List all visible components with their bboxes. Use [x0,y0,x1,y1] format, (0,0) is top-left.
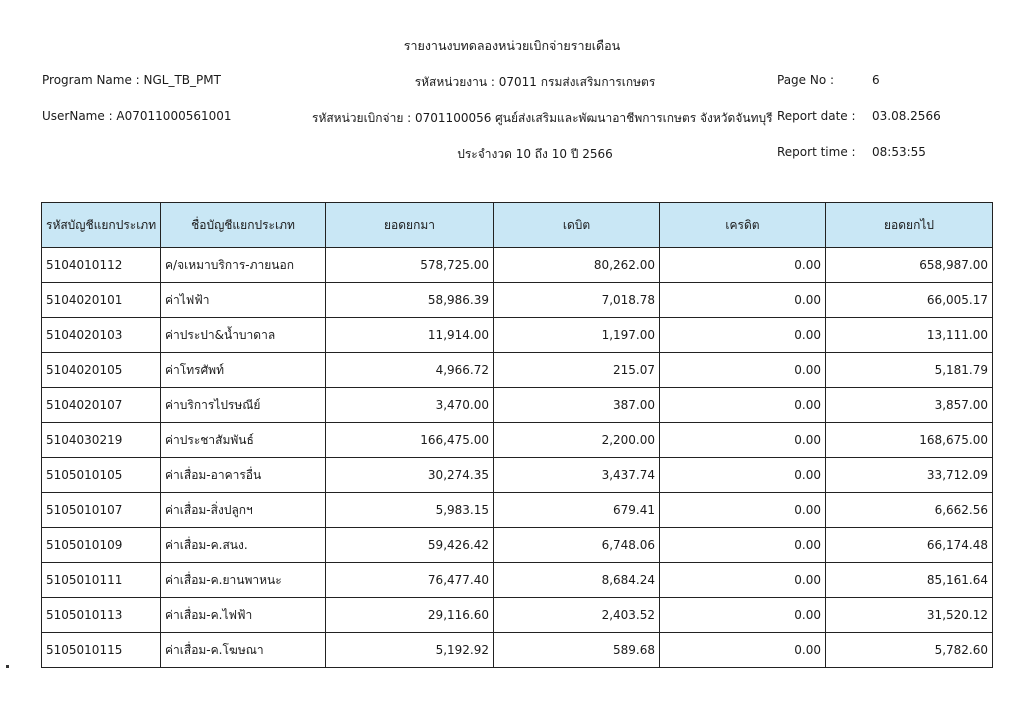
credit-cell: 0.00 [660,423,826,458]
column-header-account-code: รหัสบัญชีแยกประเภท [42,203,161,248]
closing-balance-cell: 3,857.00 [826,388,993,423]
debit-cell: 6,748.06 [494,528,660,563]
debit-cell: 80,262.00 [494,248,660,283]
table-body [42,248,993,668]
account-name-cell: ค/จเหมาบริการ-ภายนอก [161,248,326,283]
opening-balance-cell: 76,477.40 [326,563,494,598]
account-name-cell: ค่าไฟฟ้า [161,283,326,318]
account-name-cell: ค่าโทรศัพท์ [161,353,326,388]
disbursing-unit: รหัสหน่วยเบิกจ่าย : 0701100056 ศูนย์ส่งเสริมและพัฒนาอาชีพการเกษตร จังหวัดจันทบุรี [312,111,773,125]
account-code-cell: 5105010107 [42,493,161,528]
credit-cell: 0.00 [660,633,826,668]
closing-balance-cell: 33,712.09 [826,458,993,493]
trial-balance-table [41,202,993,668]
account-code-cell: 5105010109 [42,528,161,563]
report-date-label: Report date : [777,109,856,123]
opening-balance-cell: 5,983.15 [326,493,494,528]
closing-balance-cell: 66,005.17 [826,283,993,318]
table-row [42,528,993,563]
account-code-cell: 5105010115 [42,633,161,668]
table-row [42,353,993,388]
report-period: ประจำงวด 10 ถึง 10 ปี 2566 [457,147,613,161]
closing-balance-cell: 168,675.00 [826,423,993,458]
credit-cell: 0.00 [660,248,826,283]
opening-balance-cell: 3,470.00 [326,388,494,423]
credit-cell: 0.00 [660,528,826,563]
account-name-cell: ค่าเสื่อม-ค.ไฟฟ้า [161,598,326,633]
account-name-cell: ค่าบริการไปรษณีย์ [161,388,326,423]
opening-balance-cell: 59,426.42 [326,528,494,563]
credit-cell: 0.00 [660,563,826,598]
account-name-cell: ค่าเสื่อม-ค.สนง. [161,528,326,563]
table-header-row [42,203,993,248]
report-date-value: 03.08.2566 [872,109,941,123]
debit-cell: 387.00 [494,388,660,423]
account-code-cell: 5104030219 [42,423,161,458]
opening-balance-cell: 4,966.72 [326,353,494,388]
opening-balance-cell: 30,274.35 [326,458,494,493]
table-row [42,633,993,668]
table-row [42,423,993,458]
account-code-cell: 5104020107 [42,388,161,423]
report-time-label: Report time : [777,145,856,159]
opening-balance-cell: 58,986.39 [326,283,494,318]
closing-balance-cell: 66,174.48 [826,528,993,563]
credit-cell: 0.00 [660,353,826,388]
credit-cell: 0.00 [660,318,826,353]
program-name: Program Name : NGL_TB_PMT [42,73,221,87]
table-row [42,318,993,353]
closing-balance-cell: 5,782.60 [826,633,993,668]
closing-balance-cell: 13,111.00 [826,318,993,353]
account-code-cell: 5104010112 [42,248,161,283]
column-header-debit: เดบิต [494,203,660,248]
page-number-label: Page No : [777,73,835,87]
table-row [42,598,993,633]
debit-cell: 2,403.52 [494,598,660,633]
debit-cell: 8,684.24 [494,563,660,598]
account-code-cell: 5105010111 [42,563,161,598]
table-row [42,458,993,493]
opening-balance-cell: 166,475.00 [326,423,494,458]
account-name-cell: ค่าเสื่อม-อาคารอื่น [161,458,326,493]
user-name: UserName : A07011000561001 [42,109,232,123]
credit-cell: 0.00 [660,493,826,528]
account-code-cell: 5105010105 [42,458,161,493]
table-row [42,388,993,423]
table-row [42,493,993,528]
closing-balance-cell: 658,987.00 [826,248,993,283]
account-code-cell: 5104020105 [42,353,161,388]
debit-cell: 215.07 [494,353,660,388]
scan-speck [6,665,9,668]
closing-balance-cell: 85,161.64 [826,563,993,598]
account-code-cell: 5105010113 [42,598,161,633]
column-header-opening-balance: ยอดยกมา [326,203,494,248]
closing-balance-cell: 6,662.56 [826,493,993,528]
account-code-cell: 5104020101 [42,283,161,318]
credit-cell: 0.00 [660,598,826,633]
agency-code: รหัสหน่วยงาน : 07011 กรมส่งเสริมการเกษตร [414,75,656,89]
account-code-cell: 5104020103 [42,318,161,353]
table-row [42,283,993,318]
debit-cell: 7,018.78 [494,283,660,318]
account-name-cell: ค่าประชาสัมพันธ์ [161,423,326,458]
opening-balance-cell: 11,914.00 [326,318,494,353]
report-title: รายงานงบทดลองหน่วยเบิกจ่ายรายเดือน [403,38,621,53]
credit-cell: 0.00 [660,283,826,318]
column-header-credit: เครดิต [660,203,826,248]
debit-cell: 2,200.00 [494,423,660,458]
report-time-value: 08:53:55 [872,145,926,159]
credit-cell: 0.00 [660,388,826,423]
column-header-account-name: ชื่อบัญชีแยกประเภท [161,203,326,248]
account-name-cell: ค่าเสื่อม-สิ่งปลูกฯ [161,493,326,528]
closing-balance-cell: 31,520.12 [826,598,993,633]
table-row [42,248,993,283]
opening-balance-cell: 5,192.92 [326,633,494,668]
credit-cell: 0.00 [660,458,826,493]
table-row [42,563,993,598]
opening-balance-cell: 29,116.60 [326,598,494,633]
account-name-cell: ค่าประปา&น้ำบาดาล [161,318,326,353]
debit-cell: 589.68 [494,633,660,668]
page-number-value: 6 [872,73,880,87]
opening-balance-cell: 578,725.00 [326,248,494,283]
closing-balance-cell: 5,181.79 [826,353,993,388]
account-name-cell: ค่าเสื่อม-ค.โฆษณา [161,633,326,668]
debit-cell: 1,197.00 [494,318,660,353]
account-name-cell: ค่าเสื่อม-ค.ยานพาหนะ [161,563,326,598]
debit-cell: 3,437.74 [494,458,660,493]
debit-cell: 679.41 [494,493,660,528]
column-header-closing-balance: ยอดยกไป [826,203,993,248]
